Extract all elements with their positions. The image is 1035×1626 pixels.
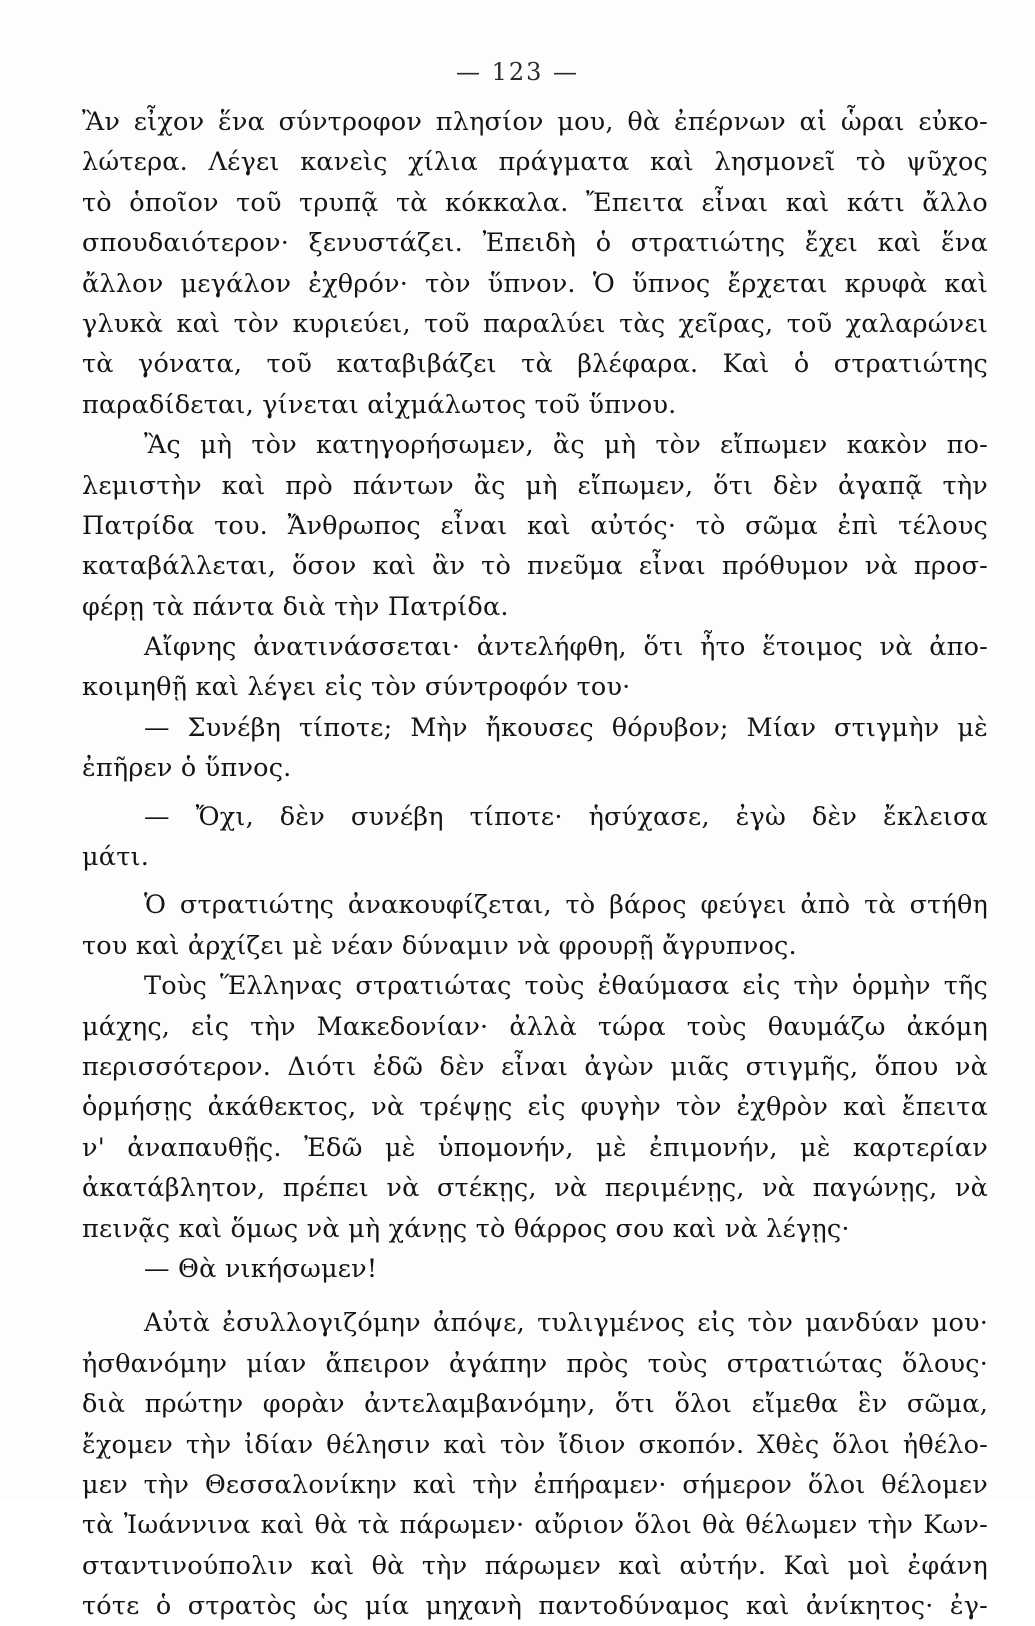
text-line: κοιμηθῇ καὶ λέγει εἰς τὸν σύντροφόν του·	[82, 672, 631, 703]
body-text	[82, 102, 988, 1626]
text-line: διὰ πρώτην φορὰν ἀντελαμβανόμην, ὅτι ὅλοι εἴμεθα ἓν σῶμα,	[82, 1389, 988, 1420]
text-line: πεινᾷς καὶ ὅμως νὰ μὴ χάνῃς τὸ θάρρος σου καὶ νὰ λέγῃς·	[82, 1213, 850, 1244]
text-line: τὰ Ἰωάννινα καὶ θὰ τὰ πάρωμεν· αὔριον ὅλοι θὰ θέλωμεν τὴν Κων-	[82, 1510, 988, 1541]
text-line: ἐπῆρεν ὁ ὕπνος.	[82, 753, 292, 784]
text-line: τὰ γόνατα, τοῦ καταβιβάζει τὰ βλέφαρα. Καὶ ὁ στρατιώτης	[82, 349, 988, 380]
text-line: μάτι.	[82, 842, 150, 873]
text-line: Ἂς μὴ τὸν κατηγορήσωμεν, ἂς μὴ τὸν εἴπωμεν κακὸν πο-	[144, 430, 988, 461]
text-line: — Ὄχι, δὲν συνέβη τίποτε· ἡσύχασε, ἐγὼ δὲν ἔκλεισα	[144, 801, 988, 832]
text-line: Αὐτὰ ἐσυλλογιζόμην ἀπόψε, τυλιγμένος εἰς τὸν μανδύαν μου·	[144, 1308, 988, 1339]
text-line: Αἴφνης ἀνατινάσσεται· ἀντελήφθη, ὅτι ἦτο ἕτοιμος νὰ ἀπο-	[144, 632, 988, 663]
text-line: τὸ ὁποῖον τοῦ τρυπᾷ τὰ κόκκαλα. Ἔπειτα εἶναι καὶ κάτι ἄλλο	[82, 187, 988, 218]
text-line: τότε ὁ στρατὸς ὡς μία μηχανὴ παντοδύναμος καὶ ἀνίκητος· ἐγ-	[82, 1591, 988, 1622]
text-line: μάχης, εἰς τὴν Μακεδονίαν· ἀλλὰ τώρα τοὺς θαυμάζω ἀκόμη	[82, 1011, 988, 1042]
text-line: γλυκὰ καὶ τὸν κυριεύει, τοῦ παραλύει τὰς χεῖρας, τοῦ χαλαρώνει	[82, 308, 988, 339]
text-line: ἔχομεν τὴν ἰδίαν θέλησιν καὶ τὸν ἴδιον σκοπόν. Χθὲς ὅλοι ἠθέλο-	[82, 1429, 988, 1460]
text-line: περισσότερον. Διότι ἐδῶ δὲν εἶναι ἀγὼν μιᾶς στιγμῆς, ὅπου νὰ	[82, 1051, 988, 1082]
text-line: Ἂν εἶχον ἕνα σύντροφον πλησίον μου, θὰ ἐπέρνων αἱ ὧραι εὐκο-	[82, 107, 988, 137]
text-line: Πατρίδα του. Ἄνθρωπος εἶναι καὶ αὐτός· τὸ σῶμα ἐπὶ τέλους	[82, 510, 988, 541]
text-line: Ὁ στρατιώτης ἀνακουφίζεται, τὸ βάρος φεύγει ἀπὸ τὰ στήθη	[144, 890, 988, 921]
text-line: ἀκατάβλητον, πρέπει νὰ στέκῃς, νὰ περιμένῃς, νὰ παγώνῃς, νὰ	[82, 1173, 988, 1204]
text-line: Τοὺς Ἕλληνας στρατιώτας τοὺς ἐθαύμασα εἰς τὴν ὁρμὴν τῆς	[144, 971, 988, 1002]
text-line: ἄλλον μεγάλον ἐχθρόν· τὸν ὕπνον. Ὁ ὕπνος ἔρχεται κρυφὰ καὶ	[82, 268, 988, 299]
page-number: — 123 —	[455, 58, 580, 86]
text-line: παραδίδεται, γίνεται αἰχμάλωτος τοῦ ὕπνου.	[82, 389, 677, 420]
text-line: — Θὰ νικήσωμεν!	[144, 1253, 378, 1284]
text-line: λώτερα. Λέγει κανεὶς χίλια πράγματα καὶ λησμονεῖ τὸ ψῦχος	[82, 147, 988, 178]
text-line: σταντινούπολιν καὶ θὰ τὴν πάρωμεν καὶ αὐτήν. Καὶ μοὶ ἐφάνη	[82, 1550, 988, 1581]
text-line: λεμιστὴν καὶ πρὸ πάντων ἂς μὴ εἴπωμεν, ὅτι δὲν ἀγαπᾷ τὴν	[82, 470, 988, 501]
text-line: ν' ἀναπαυθῇς. Ἐδῶ μὲ ὑπομονήν, μὲ ἐπιμονήν, μὲ καρτερίαν	[82, 1132, 988, 1163]
text-line: φέρῃ τὰ πάντα διὰ τὴν Πατρίδα.	[82, 591, 509, 622]
text-line: καταβάλλεται, ὅσον καὶ ἂν τὸ πνεῦμα εἶναι πρόθυμον νὰ προσ-	[82, 551, 988, 582]
text-line: σπουδαιότερον· ξενυστάζει. Ἐπειδὴ ὁ στρατιώτης ἔχει καὶ ἕνα	[82, 228, 988, 259]
text-line: ὁρμήσῃς ἀκάθεκτος, νὰ τρέψῃς εἰς φυγὴν τὸν ἐχθρὸν καὶ ἔπειτα	[82, 1092, 988, 1123]
text-line: — Συνέβη τίποτε; Μὴν ἤκουσες θόρυβον; Μίαν στιγμὴν μὲ	[144, 712, 988, 743]
text-line: μεν τὴν Θεσσαλονίκην καὶ τὴν ἐπήραμεν· σήμερον ὅλοι θέλομεν	[82, 1469, 988, 1500]
text-line: ἠσθανόμην μίαν ἄπειρον ἀγάπην πρὸς τοὺς στρατιώτας ὅλους·	[82, 1348, 988, 1379]
text-line: του καὶ ἀρχίζει μὲ νέαν δύναμιν νὰ φρουρῇ ἄγρυπνος.	[82, 930, 797, 961]
